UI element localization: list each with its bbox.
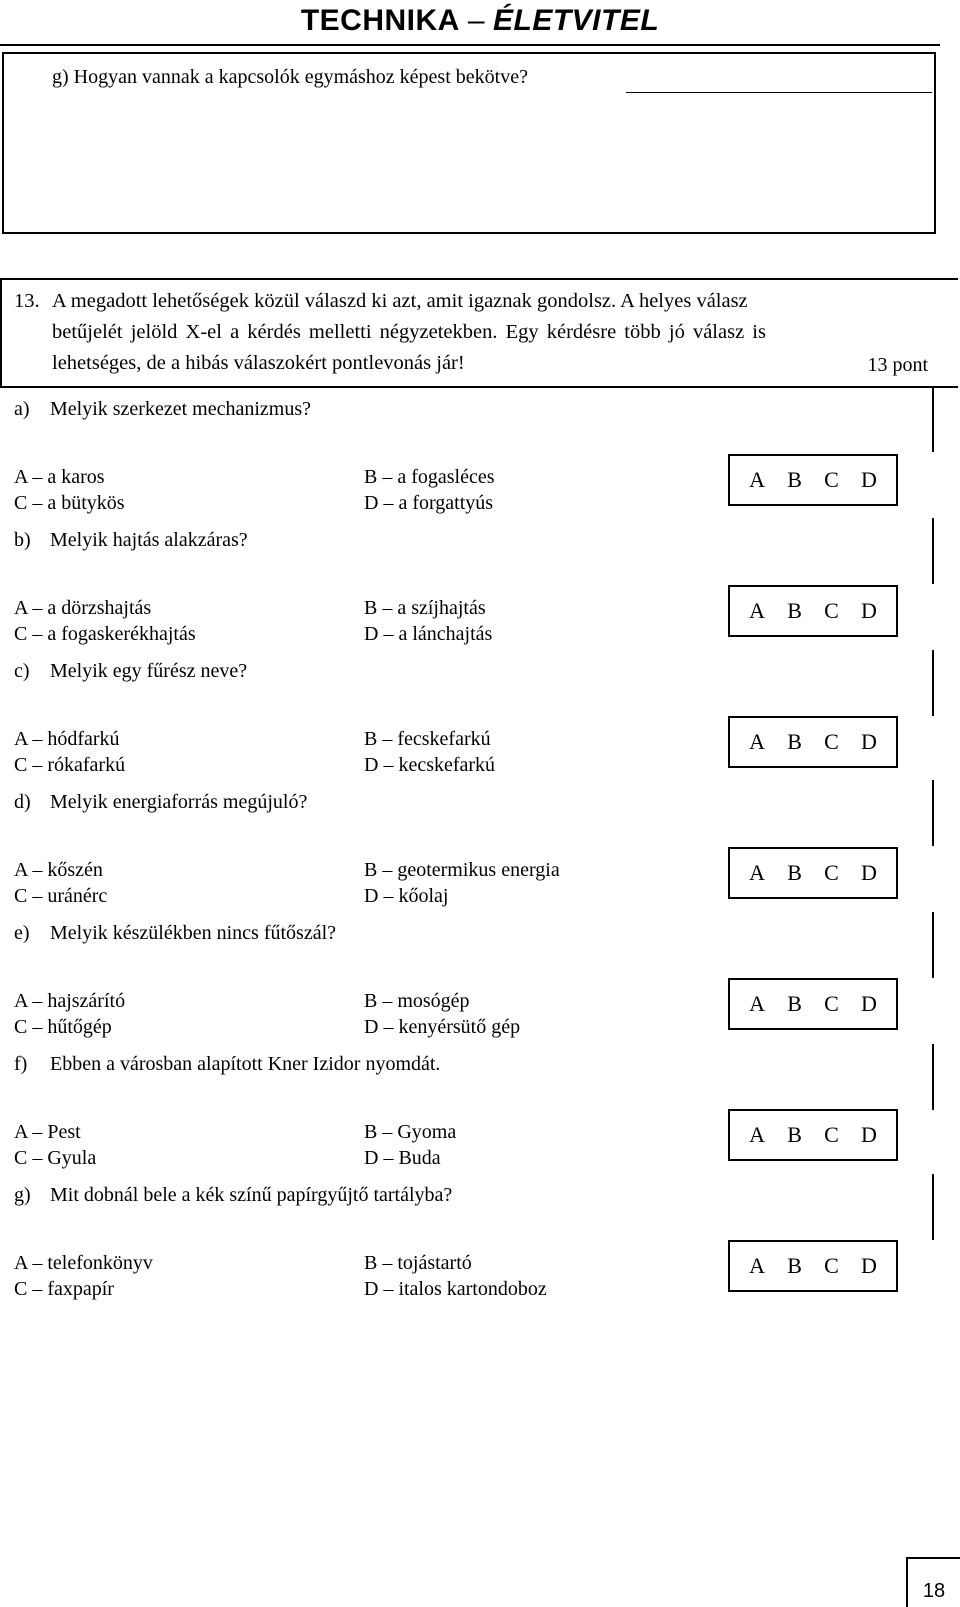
answer-choice-b[interactable]: B xyxy=(787,1253,802,1278)
question-letter: g) xyxy=(14,1184,31,1206)
task-13-instructions xyxy=(0,278,960,388)
option-d: D – kenyérsütő gép xyxy=(364,1016,521,1038)
answer-choice-d[interactable]: D xyxy=(860,1253,877,1278)
page-header xyxy=(0,4,960,38)
answer-choice-b[interactable]: B xyxy=(787,991,802,1016)
answer-choice-c[interactable]: C xyxy=(824,991,839,1016)
answer-choice-a[interactable]: A xyxy=(749,860,765,885)
task-points: 13 pont xyxy=(867,354,928,376)
option-b: B – mosógép xyxy=(364,990,470,1012)
question-letter: f) xyxy=(14,1053,28,1075)
answer-choice-c[interactable]: C xyxy=(824,860,839,885)
answer-choice-a[interactable]: A xyxy=(749,467,765,492)
option-b: B – geotermikus energia xyxy=(364,859,560,881)
answer-line[interactable] xyxy=(626,92,932,93)
answer-choice-c[interactable]: C xyxy=(824,1122,839,1147)
answer-choice-d[interactable]: D xyxy=(860,729,877,754)
option-a: A – hódfarkú xyxy=(14,728,120,750)
option-b: B – a szíjhajtás xyxy=(364,597,486,619)
header-eletvitel: ÉLETVITEL xyxy=(493,4,660,37)
question-a xyxy=(14,398,311,421)
answer-choice-d[interactable]: D xyxy=(860,860,877,885)
option-d: D – kecskefarkú xyxy=(364,754,496,776)
header-dash: – xyxy=(467,4,485,37)
option-c: C – a bütykös xyxy=(14,492,125,514)
question-text: Melyik szerkezet mechanizmus? xyxy=(50,398,311,420)
answer-choice-c[interactable]: C xyxy=(824,729,839,754)
option-d: D – a lánchajtás xyxy=(364,623,493,645)
option-a: A – a dörzshajtás xyxy=(14,597,152,619)
right-border-segment xyxy=(932,912,934,978)
answer-choice-b[interactable]: B xyxy=(787,598,802,623)
option-b: B – tojástartó xyxy=(364,1252,472,1274)
answer-choice-a[interactable]: A xyxy=(749,598,765,623)
option-c: C – rókafarkú xyxy=(14,754,126,776)
answer-choice-d[interactable]: D xyxy=(860,598,877,623)
task-instruction-line-1: A megadott lehetőségek közül válaszd ki azt, amit igaznak gondolsz. A helyes válasz xyxy=(52,290,748,312)
answer-box-b[interactable] xyxy=(728,585,898,637)
previous-question-text: g) Hogyan vannak a kapcsolók egymáshoz képest bekötve? xyxy=(52,66,528,88)
option-d: D – kőolaj xyxy=(364,885,449,907)
question-text: Melyik egy fűrész neve? xyxy=(50,660,248,682)
question-f xyxy=(14,1053,440,1076)
question-text: Melyik hajtás alakzáras? xyxy=(50,529,248,551)
task-instruction-line-3: lehetséges, de a hibás válaszokért pontlevonás jár! xyxy=(52,352,465,374)
option-c: C – hűtőgép xyxy=(14,1016,112,1038)
answer-box-a[interactable] xyxy=(728,454,898,506)
question-text: Melyik energiaforrás megújuló? xyxy=(50,791,308,813)
answer-box-c[interactable] xyxy=(728,716,898,768)
answer-choice-a[interactable]: A xyxy=(749,1122,765,1147)
question-d xyxy=(14,791,307,814)
right-border-segment xyxy=(932,650,934,716)
task-instruction-line-2: betűjelét jelöld X-el a kérdés melletti négyzetekben. Egy kérdésre több jó válasz is xyxy=(52,321,766,343)
option-a: A – a karos xyxy=(14,466,105,488)
option-c: C – Gyula xyxy=(14,1147,97,1169)
option-a: A – kőszén xyxy=(14,859,103,881)
question-letter: e) xyxy=(14,922,30,944)
page-number: 18 xyxy=(906,1557,960,1607)
answer-choice-b[interactable]: B xyxy=(787,1122,802,1147)
option-c: C – uránérc xyxy=(14,885,108,907)
answer-box-d[interactable] xyxy=(728,847,898,899)
question-letter: c) xyxy=(14,660,30,682)
question-c xyxy=(14,660,247,683)
option-d: D – italos kartondoboz xyxy=(364,1278,547,1300)
answer-box-e[interactable] xyxy=(728,978,898,1030)
option-a: A – hajszárító xyxy=(14,990,126,1012)
answer-choice-a[interactable]: A xyxy=(749,1253,765,1278)
answer-choice-d[interactable]: D xyxy=(860,467,877,492)
previous-question-box xyxy=(2,52,936,234)
question-text: Mit dobnál bele a kék színű papírgyűjtő tartályba? xyxy=(50,1184,453,1206)
question-g xyxy=(14,1184,452,1207)
option-c: C – a fogaskerékhajtás xyxy=(14,623,196,645)
answer-choice-a[interactable]: A xyxy=(749,729,765,754)
right-border-segment xyxy=(932,1044,934,1110)
answer-choice-b[interactable]: B xyxy=(787,467,802,492)
answer-choice-b[interactable]: B xyxy=(787,860,802,885)
header-technika: TECHNIKA xyxy=(300,4,460,37)
answer-choice-c[interactable]: C xyxy=(824,598,839,623)
option-c: C – faxpapír xyxy=(14,1278,114,1300)
answer-choice-b[interactable]: B xyxy=(787,729,802,754)
question-letter: a) xyxy=(14,398,30,420)
answer-choice-a[interactable]: A xyxy=(749,991,765,1016)
answer-choice-c[interactable]: C xyxy=(824,467,839,492)
right-border-segment xyxy=(932,388,934,452)
answer-choice-d[interactable]: D xyxy=(860,991,877,1016)
answer-box-g[interactable] xyxy=(728,1240,898,1292)
question-text: Melyik készülékben nincs fűtőszál? xyxy=(50,922,337,944)
option-d: D – a forgattyús xyxy=(364,492,494,514)
task-number: 13. xyxy=(14,290,40,312)
option-a: A – telefonkönyv xyxy=(14,1252,153,1274)
right-border-segment xyxy=(932,780,934,846)
answer-choice-d[interactable]: D xyxy=(860,1122,877,1147)
question-letter: d) xyxy=(14,791,31,813)
right-border-segment xyxy=(932,518,934,584)
option-a: A – Pest xyxy=(14,1121,81,1143)
question-b xyxy=(14,529,248,552)
option-b: B – fecskefarkú xyxy=(364,728,491,750)
option-d: D – Buda xyxy=(364,1147,441,1169)
question-letter: b) xyxy=(14,529,31,551)
answer-choice-c[interactable]: C xyxy=(824,1253,839,1278)
question-text: Ebben a városban alapított Kner Izidor nyomdát. xyxy=(50,1053,441,1075)
header-rule xyxy=(0,44,940,46)
question-e xyxy=(14,922,336,945)
right-border-segment xyxy=(932,1174,934,1240)
option-b: B – a fogasléces xyxy=(364,466,495,488)
option-b: B – Gyoma xyxy=(364,1121,457,1143)
answer-box-f[interactable] xyxy=(728,1109,898,1161)
